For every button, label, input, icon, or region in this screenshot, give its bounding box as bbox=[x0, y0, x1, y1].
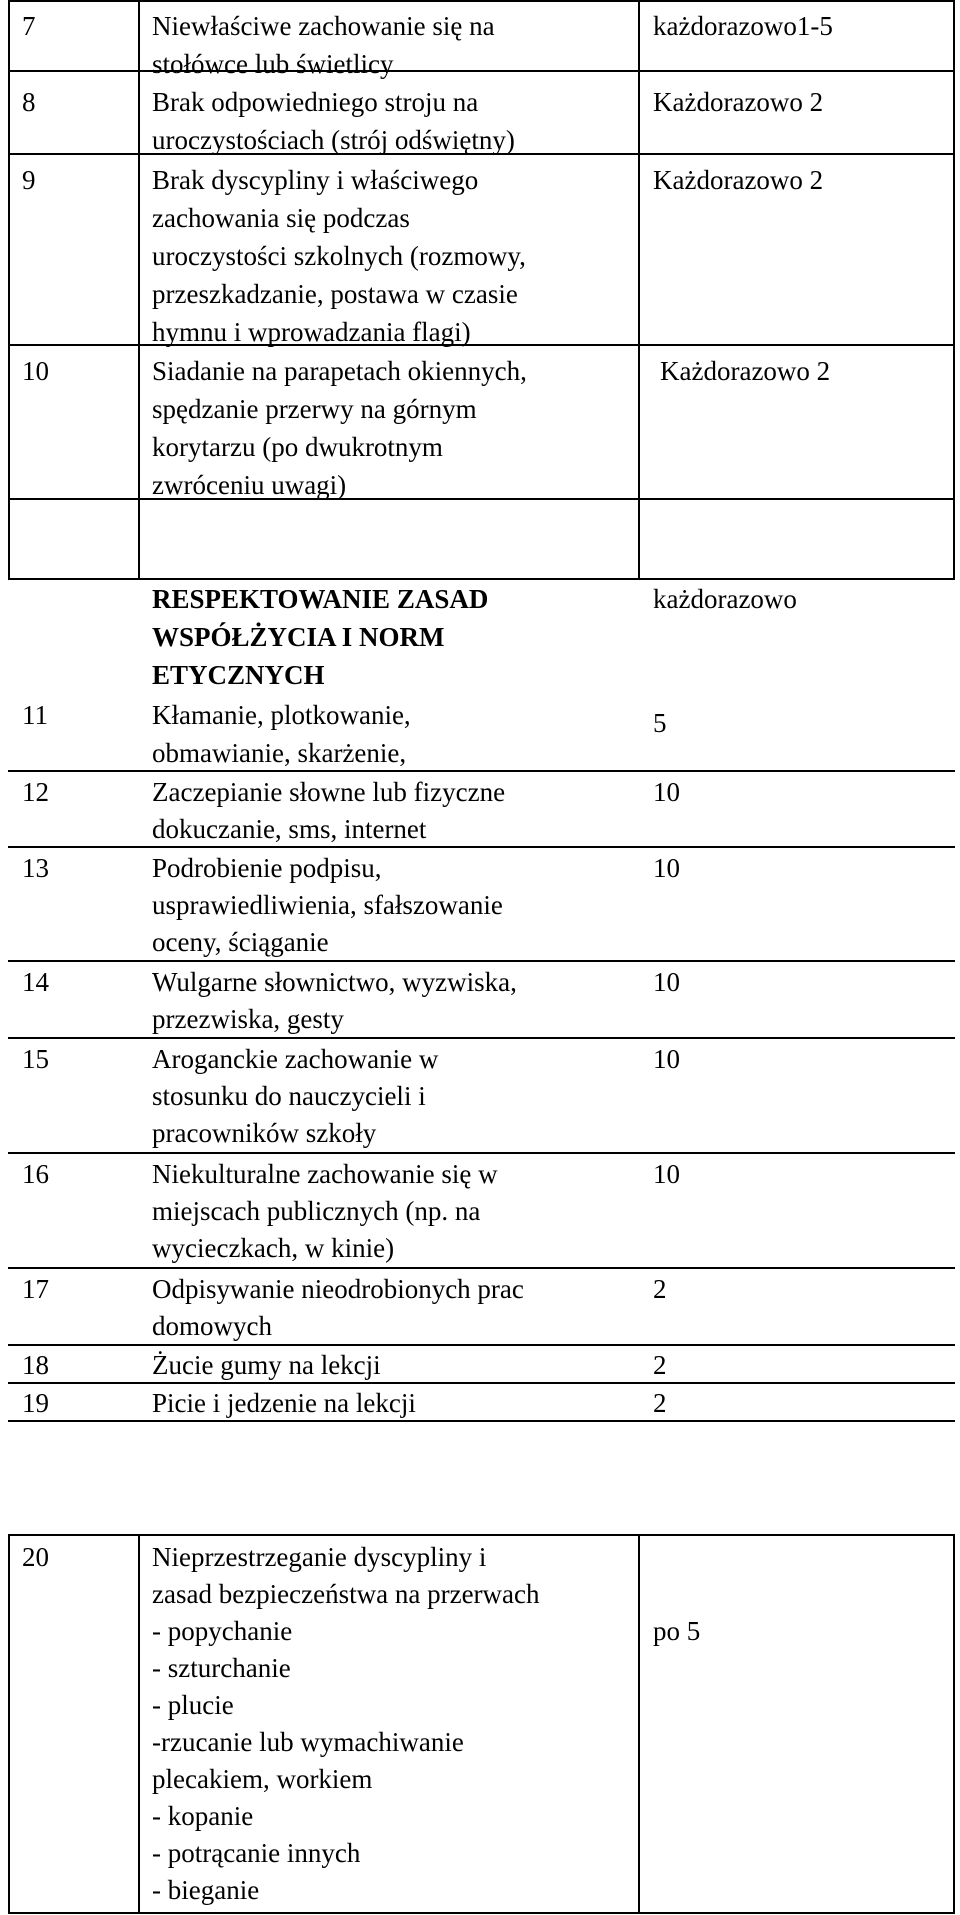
rule-points: 10 bbox=[653, 777, 680, 807]
rule-description-line: zwróceniu uwagi) bbox=[152, 470, 347, 500]
rule-points: 10 bbox=[653, 967, 680, 997]
table-border bbox=[8, 0, 10, 580]
table-border bbox=[8, 1912, 955, 1914]
rule-description-line: Brak odpowiedniego stroju na bbox=[152, 87, 479, 117]
rule-description-line: usprawiedliwienia, sfałszowanie bbox=[152, 890, 503, 920]
rule-description-line: - plucie bbox=[152, 1690, 234, 1720]
column-divider bbox=[138, 1534, 140, 1914]
rule-description-line: Aroganckie zachowanie w bbox=[152, 1044, 439, 1074]
rule-description-line: Siadanie na parapetach okiennych, bbox=[152, 356, 527, 386]
rule-description-line: plecakiem, workiem bbox=[152, 1764, 373, 1794]
column-divider bbox=[638, 1534, 640, 1914]
rule-points: 10 bbox=[653, 1159, 680, 1189]
row-divider bbox=[8, 1382, 955, 1384]
rule-description-line: oceny, ściąganie bbox=[152, 927, 329, 957]
section-heading-line: ETYCZNYCH bbox=[152, 660, 325, 690]
rule-description-line: stołówce lub świetlicy bbox=[152, 49, 394, 79]
table-border bbox=[8, 0, 955, 2]
rule-points: Każdorazowo 2 bbox=[653, 87, 824, 117]
section-heading-line: RESPEKTOWANIE ZASAD bbox=[152, 584, 489, 614]
row-divider bbox=[8, 1037, 955, 1039]
rule-description-line: Zaczepianie słowne lub fizyczne bbox=[152, 777, 506, 807]
row-number: 12 bbox=[22, 777, 49, 807]
rule-description-line: -rzucanie lub wymachiwanie bbox=[152, 1727, 464, 1757]
rule-description-line: Kłamanie, plotkowanie, bbox=[152, 700, 411, 730]
rule-description-line: hymnu i wprowadzania flagi) bbox=[152, 317, 471, 347]
rule-description-line: miejscach publicznych (np. na bbox=[152, 1196, 481, 1226]
section-heading-line: WSPÓŁŻYCIA I NORM bbox=[152, 622, 445, 652]
rule-points: 2 bbox=[653, 1274, 667, 1304]
row-number: 19 bbox=[22, 1388, 49, 1418]
row-divider bbox=[8, 70, 955, 72]
rule-description-line: Brak dyscypliny i właściwego bbox=[152, 165, 479, 195]
row-number: 10 bbox=[22, 356, 49, 386]
row-divider bbox=[8, 1152, 955, 1154]
rule-points: 10 bbox=[653, 853, 680, 883]
rule-description-line: Wulgarne słownictwo, wyzwiska, bbox=[152, 967, 517, 997]
rule-description-line: - bieganie bbox=[152, 1875, 260, 1905]
row-number: 20 bbox=[22, 1542, 49, 1572]
row-number: 16 bbox=[22, 1159, 49, 1189]
rule-description-line: Niewłaściwe zachowanie się na bbox=[152, 11, 495, 41]
column-divider bbox=[138, 0, 140, 580]
rule-description-line: Odpisywanie nieodrobionych prac bbox=[152, 1274, 524, 1304]
rule-description-line: Picie i jedzenie na lekcji bbox=[152, 1388, 416, 1418]
table-border bbox=[8, 1534, 10, 1914]
row-divider bbox=[8, 344, 955, 346]
rule-description-line: domowych bbox=[152, 1311, 272, 1341]
rule-description-line: pracowników szkoły bbox=[152, 1118, 377, 1148]
row-number: 8 bbox=[22, 87, 36, 117]
rule-description-line: Żucie gumy na lekcji bbox=[152, 1350, 381, 1380]
rule-description-line: zachowania się podczas bbox=[152, 203, 410, 233]
row-divider bbox=[8, 960, 955, 962]
rule-description-line: dokuczanie, sms, internet bbox=[152, 814, 427, 844]
row-number: 18 bbox=[22, 1350, 49, 1380]
row-divider bbox=[8, 846, 955, 848]
rule-points: Każdorazowo 2 bbox=[653, 165, 824, 195]
row-divider bbox=[8, 1267, 955, 1269]
rule-points: 2 bbox=[653, 1350, 667, 1380]
rule-description-line: przeszkadzanie, postawa w czasie bbox=[152, 279, 518, 309]
rule-points: Każdorazowo 2 bbox=[660, 356, 831, 386]
row-number: 17 bbox=[22, 1274, 49, 1304]
rule-description-line: Nieprzestrzeganie dyscypliny i bbox=[152, 1542, 487, 1572]
rule-description-line: przezwiska, gesty bbox=[152, 1004, 344, 1034]
row-number: 9 bbox=[22, 165, 36, 195]
row-number: 11 bbox=[22, 700, 48, 730]
row-divider bbox=[8, 1344, 955, 1346]
rule-description-line: - potrącanie innych bbox=[152, 1838, 361, 1868]
section-frequency: każdorazowo bbox=[653, 584, 797, 614]
rule-description-line: zasad bezpieczeństwa na przerwach bbox=[152, 1579, 540, 1609]
rule-description-line: spędzanie przerwy na górnym bbox=[152, 394, 477, 424]
row-number: 14 bbox=[22, 967, 49, 997]
rule-points: 5 bbox=[653, 708, 667, 738]
row-divider bbox=[8, 770, 955, 772]
rule-description-line: - szturchanie bbox=[152, 1653, 291, 1683]
rule-points: każdorazowo1-5 bbox=[653, 11, 833, 41]
row-divider bbox=[8, 498, 955, 500]
row-number: 13 bbox=[22, 853, 49, 883]
row-number: 7 bbox=[22, 11, 36, 41]
rule-description-line: korytarzu (po dwukrotnym bbox=[152, 432, 443, 462]
table-border bbox=[953, 0, 955, 580]
rule-description-line: - kopanie bbox=[152, 1801, 254, 1831]
rule-description-line: Podrobienie podpisu, bbox=[152, 853, 382, 883]
rule-description-line: stosunku do nauczycieli i bbox=[152, 1081, 426, 1111]
row-number: 15 bbox=[22, 1044, 49, 1074]
rule-description-line: wycieczkach, w kinie) bbox=[152, 1233, 395, 1263]
rule-points: 2 bbox=[653, 1388, 667, 1418]
rule-description-line: - popychanie bbox=[152, 1616, 293, 1646]
column-divider bbox=[638, 0, 640, 580]
rule-description-line: uroczystości szkolnych (rozmowy, bbox=[152, 241, 526, 271]
row-divider bbox=[8, 1420, 955, 1422]
table-border bbox=[953, 1534, 955, 1914]
rule-description-line: Niekulturalne zachowanie się w bbox=[152, 1159, 498, 1189]
rule-description-line: obmawianie, skarżenie, bbox=[152, 738, 407, 768]
rule-description-line: uroczystościach (strój odświętny) bbox=[152, 125, 515, 155]
table-border bbox=[8, 1534, 955, 1536]
rule-points: 10 bbox=[653, 1044, 680, 1074]
rule-points: po 5 bbox=[653, 1616, 701, 1646]
